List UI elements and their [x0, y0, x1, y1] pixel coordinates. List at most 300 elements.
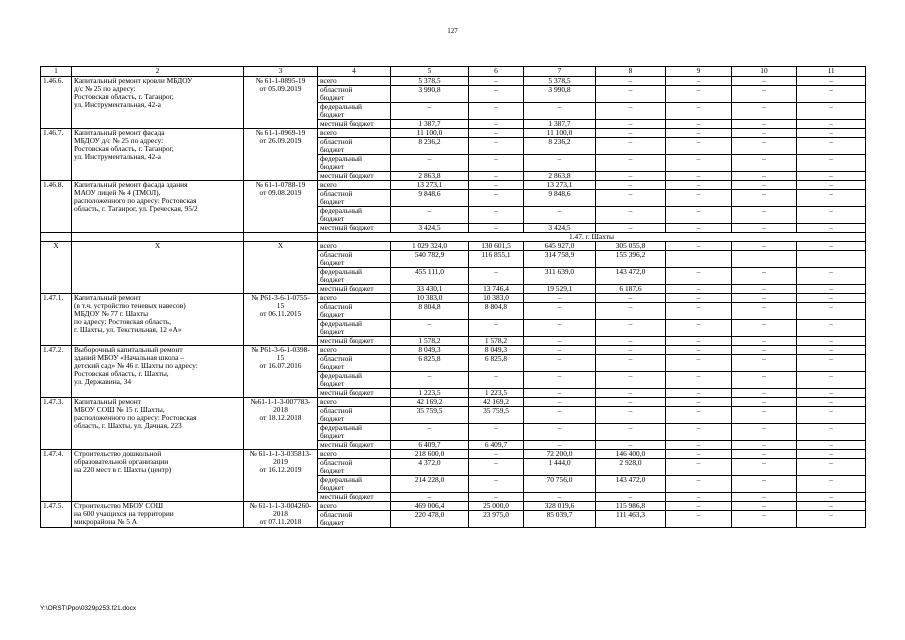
value-cell: – — [524, 294, 596, 303]
value-cell: – — [732, 224, 797, 233]
value-cell: – — [469, 207, 524, 224]
cell-line: от 16.12.2019 — [259, 465, 302, 474]
value-cell: – — [524, 155, 596, 172]
value-cell: – — [732, 450, 797, 459]
value-cell: 143 472,0 — [596, 268, 666, 285]
value-cell: – — [469, 190, 524, 207]
value-cell: – — [666, 511, 732, 528]
value-cell: – — [666, 190, 732, 207]
value-cell: 9 848,6 — [391, 190, 469, 207]
table-row — [41, 294, 866, 303]
funding-source — [318, 294, 391, 303]
cell-line: г. Шахты, ул. Текстильная, 12 «А» — [74, 325, 182, 334]
item-number: 1.46.7. — [41, 129, 72, 181]
value-cell: 10 383,0 — [391, 294, 469, 303]
value-cell: 328 019,6 — [524, 502, 596, 511]
item-number: 1.47.5. — [41, 502, 72, 528]
item-number: 1.46.6. — [41, 77, 72, 129]
funding-source — [318, 155, 391, 172]
value-cell: – — [797, 155, 866, 172]
value-cell: – — [596, 224, 666, 233]
value-cell: – — [797, 389, 866, 398]
table-row — [41, 242, 866, 251]
value-cell: – — [524, 207, 596, 224]
value-cell: 455 111,0 — [391, 268, 469, 285]
value-cell: – — [666, 320, 732, 337]
value-cell: 23 975,0 — [469, 511, 524, 528]
column-number: 3 — [244, 67, 318, 77]
value-cell: – — [524, 372, 596, 389]
cell-line: бюджет — [320, 327, 345, 336]
cell-line: МБДОУ д/с № 25 по адресу: — [74, 136, 164, 145]
value-cell: 214 228,0 — [391, 476, 469, 493]
column-number: 5 — [391, 67, 469, 77]
cell-line: МБДОУ № 77 г. Шахты — [74, 309, 149, 318]
cell-line: бюджет — [320, 110, 345, 119]
cell-line: расположенного по адресу: Ростовская — [74, 413, 197, 422]
value-cell: 1 444,0 — [524, 459, 596, 476]
value-cell: – — [469, 103, 524, 120]
cell-line: №61-1-1-3-007783- — [250, 397, 311, 406]
value-cell: – — [666, 294, 732, 303]
value-cell: 1 223,5 — [469, 389, 524, 398]
value-cell: 19 529,1 — [524, 285, 596, 294]
value-cell: 8 236,2 — [391, 138, 469, 155]
value-cell: 3 990,8 — [391, 86, 469, 103]
value-cell: 1 578,2 — [391, 337, 469, 346]
item-number: 1.47.2. — [41, 346, 72, 398]
cell-line: ул. Державина, 34 — [74, 377, 132, 386]
table-row — [41, 450, 866, 459]
value-cell: – — [666, 103, 732, 120]
funding-source — [318, 181, 391, 190]
item-name — [72, 129, 244, 181]
value-cell: – — [732, 268, 797, 285]
funding-source — [318, 86, 391, 103]
value-cell: 2 928,0 — [596, 459, 666, 476]
cell-line: всего — [320, 128, 337, 137]
value-cell: 1 029 324,0 — [391, 242, 469, 251]
value-cell: – — [596, 172, 666, 181]
funding-source — [318, 320, 391, 337]
value-cell: 6 825,8 — [469, 355, 524, 372]
value-cell: – — [524, 424, 596, 441]
value-cell: – — [797, 398, 866, 407]
column-number: 7 — [524, 67, 596, 77]
funding-source — [318, 459, 391, 476]
funding-source — [318, 511, 391, 528]
value-cell: – — [469, 155, 524, 172]
value-cell: – — [797, 493, 866, 502]
item-name — [72, 181, 244, 233]
cell-line: № Р61-3-6-1-0398- — [251, 345, 310, 354]
value-cell: – — [666, 138, 732, 155]
file-path-footer: Y:\ORST\Ppo\0329p253.f21.docx — [40, 605, 137, 612]
item-number: 1.46.8. — [41, 181, 72, 233]
funding-source — [318, 242, 391, 251]
cell-line: № 61-1-0788-19 — [255, 180, 306, 189]
value-cell: – — [596, 407, 666, 424]
funding-source — [318, 346, 391, 355]
value-cell: – — [732, 120, 797, 129]
value-cell: – — [524, 346, 596, 355]
cell-line: от 18.12.2018 — [259, 413, 302, 422]
value-cell: – — [666, 242, 732, 251]
value-cell: – — [732, 155, 797, 172]
funding-source — [318, 190, 391, 207]
cell-line: Капитальный ремонт кровли МБДОУ — [74, 76, 193, 85]
value-cell: – — [391, 320, 469, 337]
value-cell: – — [797, 407, 866, 424]
cell-line: Капитальный ремонт фасада — [74, 128, 165, 137]
value-cell: – — [797, 511, 866, 528]
cell-line: ул. Инструментальная, 42-а — [74, 152, 161, 161]
funding-source — [318, 285, 391, 294]
value-cell: 1 387,7 — [524, 120, 596, 129]
value-cell: – — [732, 77, 797, 86]
value-cell: – — [732, 398, 797, 407]
cell-line: федеральный — [320, 371, 362, 380]
value-cell: – — [596, 155, 666, 172]
item-number: 1.47.1. — [41, 294, 72, 346]
cell-line: на 220 мест в г. Шахты (центр) — [74, 465, 172, 474]
cell-line: по адресу: Ростовская область, — [74, 317, 171, 326]
value-cell: 33 430,1 — [391, 285, 469, 294]
value-cell: – — [666, 129, 732, 138]
cell-line: Х — [277, 241, 284, 250]
funding-source — [318, 120, 391, 129]
cell-line: бюджет — [320, 362, 345, 371]
value-cell: 70 756,0 — [524, 476, 596, 493]
value-cell: – — [469, 224, 524, 233]
section-title: 1.47. г. Шахты — [318, 233, 866, 242]
item-number: Х — [41, 242, 72, 294]
value-cell — [797, 251, 866, 268]
document-ref — [244, 502, 318, 528]
cell-line: на 600 учащихся на территории — [74, 509, 174, 518]
column-number: 11 — [797, 67, 866, 77]
value-cell: – — [469, 493, 524, 502]
value-cell: – — [524, 407, 596, 424]
cell-line: от 09.08.2019 — [259, 188, 302, 197]
value-cell: 305 055,8 — [596, 242, 666, 251]
value-cell: – — [797, 346, 866, 355]
value-cell: – — [666, 407, 732, 424]
value-cell: – — [797, 337, 866, 346]
value-cell: 6 409,7 — [469, 441, 524, 450]
value-cell: – — [524, 355, 596, 372]
column-number: 6 — [469, 67, 524, 77]
cell-line: Капитальный ремонт — [74, 293, 141, 302]
value-cell: – — [797, 172, 866, 181]
cell-line: Капитальный ремонт — [74, 397, 141, 406]
value-cell: – — [596, 493, 666, 502]
value-cell: – — [666, 476, 732, 493]
value-cell: – — [524, 303, 596, 320]
cell-line: бюджет — [320, 162, 345, 171]
value-cell: – — [596, 294, 666, 303]
cell-line: Х — [154, 241, 161, 250]
value-cell: – — [666, 502, 732, 511]
value-cell: 8 049,3 — [469, 346, 524, 355]
value-cell: – — [732, 372, 797, 389]
cell-line: областной — [320, 406, 353, 415]
value-cell: 1 387,7 — [391, 120, 469, 129]
value-cell: – — [469, 138, 524, 155]
value-cell: – — [732, 303, 797, 320]
cell-line: местный бюджет — [320, 336, 374, 345]
cell-line: от 05.09.2019 — [259, 84, 302, 93]
cell-line: Ростовская область, г. Шахты, — [74, 369, 169, 378]
cell-line: местный бюджет — [320, 284, 374, 293]
value-cell: – — [666, 181, 732, 190]
document-ref — [244, 242, 318, 294]
document-ref — [244, 398, 318, 450]
value-cell: – — [596, 389, 666, 398]
value-cell: 42 169,2 — [391, 398, 469, 407]
document-ref — [244, 346, 318, 398]
value-cell: – — [732, 424, 797, 441]
value-cell: 311 639,0 — [524, 268, 596, 285]
item-name — [72, 450, 244, 502]
value-cell: 35 759,5 — [391, 407, 469, 424]
cell-line: бюджет — [320, 483, 345, 492]
value-cell: 314 758,9 — [524, 251, 596, 268]
value-cell: – — [732, 285, 797, 294]
cell-line: областной — [320, 510, 353, 519]
value-cell: – — [797, 502, 866, 511]
value-cell: – — [666, 285, 732, 294]
cell-line: 2019 — [273, 457, 288, 466]
table-row — [41, 502, 866, 511]
item-name — [72, 346, 244, 398]
value-cell: – — [391, 372, 469, 389]
value-cell: – — [732, 407, 797, 424]
value-cell: – — [524, 320, 596, 337]
column-number: 4 — [318, 67, 391, 77]
cell-line: бюджет — [320, 414, 345, 423]
cell-line: местный бюджет — [320, 223, 374, 232]
value-cell: – — [666, 441, 732, 450]
section-row — [41, 233, 866, 242]
cell-line: бюджет — [320, 431, 345, 440]
cell-line: Выборочный капитальный ремонт — [74, 345, 183, 354]
value-cell: – — [596, 190, 666, 207]
section-blank-cell — [72, 233, 244, 242]
cell-line: областной — [320, 354, 353, 363]
cell-line: областной — [320, 458, 353, 467]
value-cell: – — [797, 424, 866, 441]
value-cell: 3 424,5 — [524, 224, 596, 233]
cell-line: № 61-1-1-3-004260- — [249, 501, 312, 510]
value-cell: 115 986,8 — [596, 502, 666, 511]
value-cell: 1 578,2 — [469, 337, 524, 346]
value-cell: 469 006,4 — [391, 502, 469, 511]
cell-line: расположенного по адресу: Ростовская — [74, 196, 197, 205]
cell-line: зданий МБОУ «Начальная школа – — [74, 353, 184, 362]
value-cell: – — [524, 389, 596, 398]
value-cell: – — [596, 120, 666, 129]
value-cell: 6 825,8 — [391, 355, 469, 372]
value-cell: – — [596, 320, 666, 337]
funding-source — [318, 450, 391, 459]
header-row — [41, 67, 866, 77]
value-cell: – — [469, 268, 524, 285]
value-cell: – — [469, 320, 524, 337]
value-cell: 8 049,3 — [391, 346, 469, 355]
table-row — [41, 77, 866, 86]
cell-line: бюджет — [320, 518, 345, 527]
cell-line: федеральный — [320, 319, 362, 328]
funding-source — [318, 103, 391, 120]
value-cell: – — [596, 129, 666, 138]
value-cell: – — [596, 181, 666, 190]
value-cell: – — [732, 355, 797, 372]
value-cell: – — [666, 450, 732, 459]
cell-line: Строительство МБОУ СОШ — [74, 501, 164, 510]
cell-line: бюджет — [320, 214, 345, 223]
value-cell: – — [596, 207, 666, 224]
value-cell: – — [596, 424, 666, 441]
table-row — [41, 181, 866, 190]
cell-line: бюджет — [320, 310, 345, 319]
value-cell: – — [732, 242, 797, 251]
cell-line: № 61-1-1-3-035813- — [249, 449, 312, 458]
value-cell: 1 223,5 — [391, 389, 469, 398]
funding-source — [318, 441, 391, 450]
item-name — [72, 398, 244, 450]
document-ref — [244, 181, 318, 233]
item-name — [72, 294, 244, 346]
value-cell: 13 746,4 — [469, 285, 524, 294]
cell-line: всего — [320, 76, 337, 85]
value-cell: 13 273,1 — [524, 181, 596, 190]
value-cell: 5 378,5 — [524, 77, 596, 86]
funding-source — [318, 372, 391, 389]
value-cell: – — [469, 86, 524, 103]
cell-line: всего — [320, 449, 337, 458]
value-cell: – — [797, 242, 866, 251]
value-cell: – — [391, 155, 469, 172]
value-cell: – — [797, 320, 866, 337]
value-cell: – — [666, 268, 732, 285]
cell-line: бюджет — [320, 93, 345, 102]
value-cell: 5 378,5 — [391, 77, 469, 86]
funding-source — [318, 129, 391, 138]
value-cell — [666, 251, 732, 268]
funding-source — [318, 172, 391, 181]
funding-source — [318, 303, 391, 320]
value-cell: – — [797, 77, 866, 86]
cell-line: федеральный — [320, 475, 362, 484]
item-name — [72, 242, 244, 294]
value-cell: – — [797, 138, 866, 155]
value-cell: – — [732, 476, 797, 493]
cell-line: местный бюджет — [320, 171, 374, 180]
cell-line: область, г. Таганрог, ул. Греческая, 95/2 — [74, 204, 198, 213]
value-cell: – — [666, 155, 732, 172]
cell-line: всего — [320, 180, 337, 189]
value-cell: – — [596, 337, 666, 346]
cell-line: 2018 — [273, 509, 288, 518]
value-cell: – — [732, 103, 797, 120]
cell-line: бюджет — [320, 145, 345, 154]
cell-line: Строительство дошкольной — [74, 449, 162, 458]
value-cell: – — [469, 450, 524, 459]
cell-line: бюджет — [320, 258, 345, 267]
funding-source — [318, 268, 391, 285]
value-cell: 6 187,6 — [596, 285, 666, 294]
value-cell: – — [596, 355, 666, 372]
value-cell: 218 600,0 — [391, 450, 469, 459]
value-cell: 25 000,0 — [469, 502, 524, 511]
cell-line: МБОУ СОШ № 15 г. Шахты, — [74, 405, 165, 414]
value-cell: – — [469, 172, 524, 181]
section-blank-cell — [244, 233, 318, 242]
value-cell: 72 200,0 — [524, 450, 596, 459]
value-cell: 9 848,6 — [524, 190, 596, 207]
cell-line: № Р61-3-6-1-0755- — [251, 293, 310, 302]
value-cell: – — [732, 389, 797, 398]
cell-line: 15 — [276, 301, 285, 310]
value-cell: – — [797, 355, 866, 372]
value-cell: – — [732, 441, 797, 450]
value-cell: – — [797, 103, 866, 120]
value-cell: 8 804,8 — [391, 303, 469, 320]
column-number: 1 — [41, 67, 72, 77]
funding-source — [318, 398, 391, 407]
table-row — [41, 346, 866, 355]
cell-line: местный бюджет — [320, 492, 374, 501]
column-number: 8 — [596, 67, 666, 77]
cell-line: областной — [320, 250, 353, 259]
value-cell: – — [666, 86, 732, 103]
value-cell: – — [732, 459, 797, 476]
document-ref — [244, 77, 318, 129]
value-cell: – — [469, 459, 524, 476]
value-cell: – — [469, 181, 524, 190]
cell-line: федеральный — [320, 423, 362, 432]
value-cell: – — [797, 450, 866, 459]
cell-line: местный бюджет — [320, 388, 374, 397]
value-cell: – — [732, 502, 797, 511]
cell-line: 15 — [276, 353, 285, 362]
value-cell: – — [666, 424, 732, 441]
value-cell: – — [666, 355, 732, 372]
value-cell: 220 478,0 — [391, 511, 469, 528]
value-cell: 42 169,2 — [469, 398, 524, 407]
cell-line: бюджет — [320, 379, 345, 388]
value-cell: – — [797, 459, 866, 476]
funding-source — [318, 476, 391, 493]
value-cell: 116 855,1 — [469, 251, 524, 268]
funding-source — [318, 337, 391, 346]
cell-line: федеральный — [320, 154, 362, 163]
value-cell: – — [469, 120, 524, 129]
value-cell: 4 372,0 — [391, 459, 469, 476]
cell-line: всего — [320, 501, 337, 510]
value-cell: 35 759,5 — [469, 407, 524, 424]
column-number: 10 — [732, 67, 797, 77]
value-cell: – — [732, 181, 797, 190]
cell-line: федеральный — [320, 206, 362, 215]
cell-line: д/с № 25 по адресу: — [74, 84, 136, 93]
value-cell: – — [666, 120, 732, 129]
funding-source — [318, 424, 391, 441]
cell-line: Ростовская область, г. Таганрог, — [74, 144, 174, 153]
cell-line: всего — [320, 241, 337, 250]
cell-line: 2018 — [273, 405, 288, 414]
